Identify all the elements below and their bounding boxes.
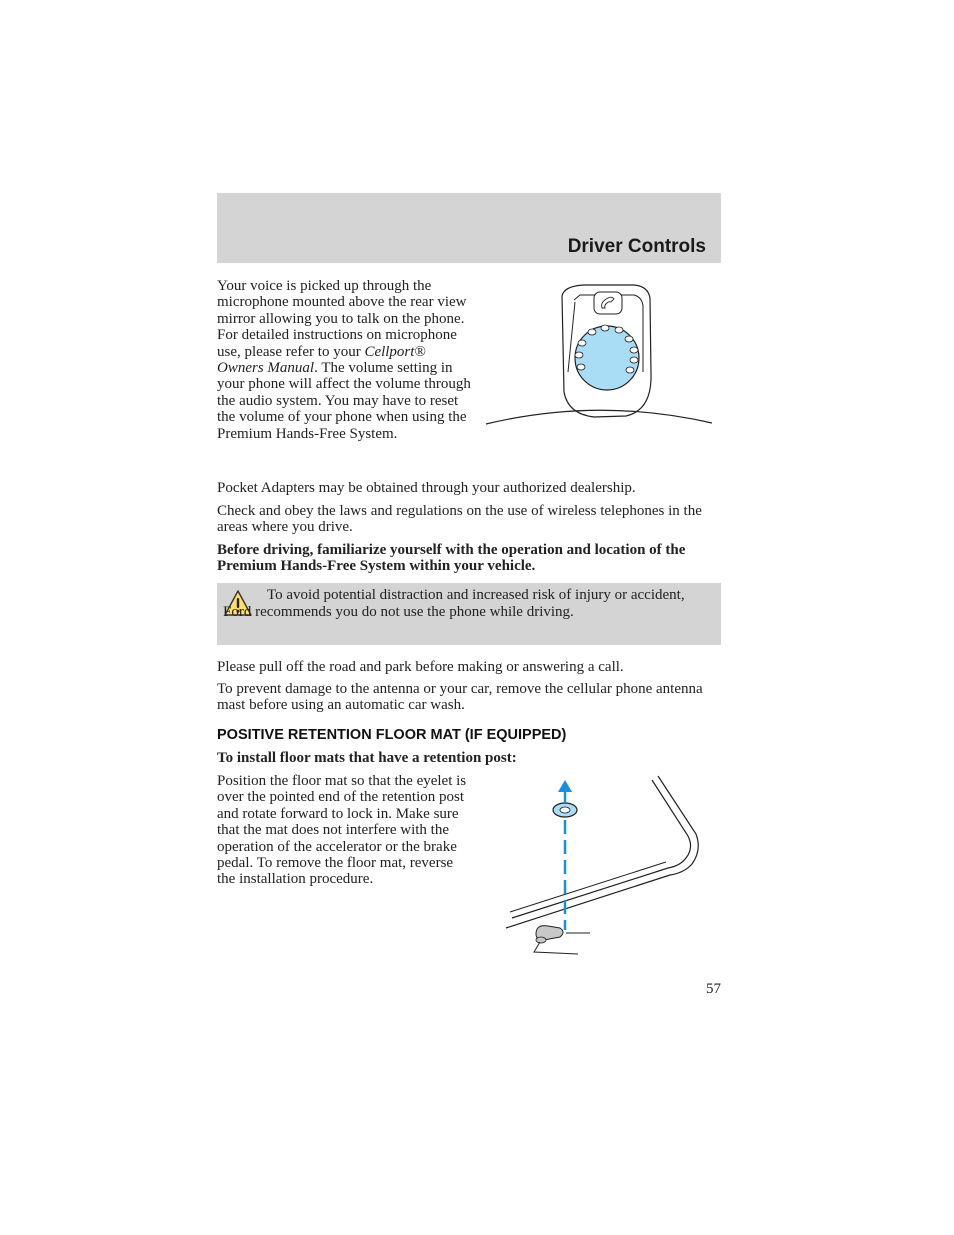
floor-mat-instructions: Position the floor mat so that the eyelet is over the pointed end of the retention post and rotate forward to lock in. Make sure that the mat does not interfere with the operation of the accelerator or the brake pedal. To remove the floor mat, reverse the installation procedure. [217,773,467,888]
floor-mat-heading: POSITIVE RETENTION FLOOR MAT (IF EQUIPPED) [217,727,567,743]
section-header-bar [217,193,721,263]
microphone-illustration [484,282,716,428]
intro-text-2: . The volume setting in your phone will affect the volume through the audio system. You may have to reset the volume of your phone when using the Premium Hands-Free System. [217,360,471,442]
owners-manual-title: Owners Manual [217,360,315,377]
pull-off-paragraph: Please pull off the road and park before making or answering a call. [217,659,624,675]
floor-mat-subheading: To install floor mats that have a retention post: [217,750,517,766]
cellport-name: Cellport [364,343,415,360]
pocket-adapters-paragraph: Pocket Adapters may be obtained through your authorized dealership. [217,480,636,496]
intro-text-1: Your voice is picked up through the microphone mounted above the rear view mirror allowing you to talk on the phone. For detailed instructions on microphone use, please refer to your [217,278,467,360]
laws-paragraph: Check and obey the laws and regulations on the use of wireless telephones in the areas where you drive. [217,503,702,536]
registered-mark: ® [414,343,426,360]
antenna-paragraph: To prevent damage to the antenna or your car, remove the cellular phone antenna mast before using an automatic car wash. [217,681,703,714]
warning-text: To avoid potential distraction and increased risk of injury or accident, Ford recommends you do not use the phone while driving. [223,587,685,620]
before-driving-paragraph: Before driving, familiarize yourself with the operation and location of the Premium Hands-Free System within your vehicle. [217,542,686,575]
warning-box [217,583,721,645]
intro-paragraph [217,278,472,442]
page-number: 57 [706,981,721,997]
section-title: Driver Controls [567,236,706,257]
floor-mat-illustration [500,774,705,958]
